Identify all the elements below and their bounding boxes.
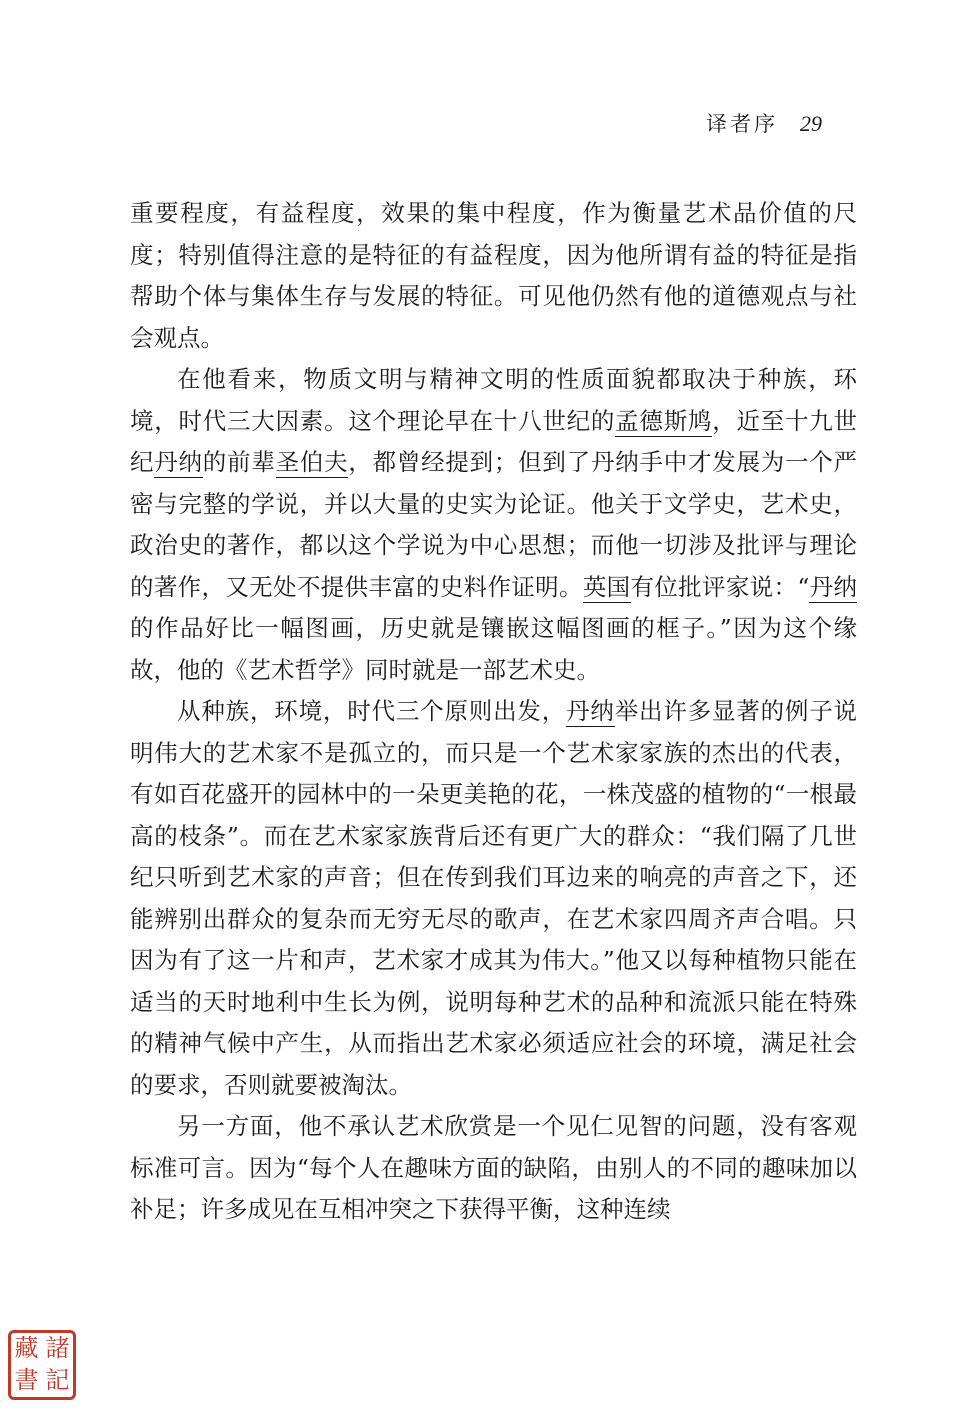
paragraph-2 bbox=[130, 359, 857, 691]
text-run: ，近至十九世纪 bbox=[130, 406, 858, 476]
seal-char: 諸 bbox=[45, 1334, 70, 1362]
text-run: 举出许多显著的例子说明伟大的艺术家不是孤立的，而只是一个艺术家家族的杰出的代表，有如百花盛开的园林中的一朵更美艳的花，一株茂盛的植物的“一根最高的枝条”。而在艺术家家族背后还有更广大的群众：“我们隔了几世纪只听到艺术家的声音；但在传到我们耳边来的响亮的声音之下，还能辨别出群众的复杂而无穷无尽的歌声，在艺术家四周齐声合唱。只因为有了这一片和声，艺术家才成其为伟大。”他又以每种植物只能在适当的天时地利中生长为例，说明每种艺术的品种和流派只能在特殊的精神气候中产生，从而指出艺术家必须适应社会的环境，满足社会的要求，否则就要被淘汰。 bbox=[130, 697, 858, 1099]
text-run: 的作品好比一幅图画，历史就是镶嵌这幅图画的框子。”因为这个缘故，他的《艺术哲学》同时就是一部艺术史。 bbox=[130, 614, 857, 684]
proper-name: 丹纳 bbox=[809, 572, 858, 601]
text-run: 从种族，环境，时代三个原则出发， bbox=[177, 697, 567, 725]
seal-char: 藏 bbox=[14, 1334, 39, 1362]
collector-seal bbox=[8, 1330, 76, 1400]
paragraph-3 bbox=[130, 691, 857, 1106]
text-run: 的前辈 bbox=[202, 448, 276, 476]
proper-name: 圣伯夫 bbox=[275, 448, 349, 476]
section-title: 译者序 bbox=[706, 112, 778, 136]
text-run: 有位批评家说：“ bbox=[630, 572, 810, 601]
paragraph-1 bbox=[130, 193, 857, 359]
seal-char: 記 bbox=[45, 1366, 70, 1394]
paragraph-4 bbox=[130, 1106, 857, 1231]
text-run: ，都曾经提到；但到了丹纳手中才发展为一个严密与完整的学说，并以大量的史实为论证。他关于文学史，艺术史，政治史的著作，都以这个学说为中心思想；而他一切涉及批评与理论的著作，又无处不提供丰富的史料作证明。 bbox=[130, 448, 858, 601]
text-run: 另一方面，他不承认艺术欣赏是一个见仁见智的问题，没有客观标准可言。因为“每个人在趣味方面的缺陷，由别人的不同的趣味加以补足；许多成见在互相冲突之下获得平衡，这种连续 bbox=[130, 1112, 857, 1223]
seal-char: 書 bbox=[14, 1366, 39, 1394]
text-run: 重要程度，有益程度，效果的集中程度，作为衡量艺术品价值的尺度；特别值得注意的是特征的有益程度，因为他所谓有益的特征是指帮助个体与集体生存与发展的特征。可见他仍然有他的道德观点与社会观点。 bbox=[130, 199, 857, 352]
proper-name: 丹纳 bbox=[154, 448, 203, 476]
page-number: 29 bbox=[800, 111, 822, 136]
text-run: 在他看来，物质文明与精神文明的性质面貌都取决于种族，环境，时代三大因素。这个理论早在十八世纪的 bbox=[130, 365, 857, 435]
proper-name: 孟德斯鸠 bbox=[615, 406, 713, 435]
body-text bbox=[130, 193, 857, 1231]
proper-name: 丹纳 bbox=[566, 697, 615, 725]
proper-name: 英国 bbox=[582, 572, 631, 601]
running-head bbox=[706, 108, 822, 138]
